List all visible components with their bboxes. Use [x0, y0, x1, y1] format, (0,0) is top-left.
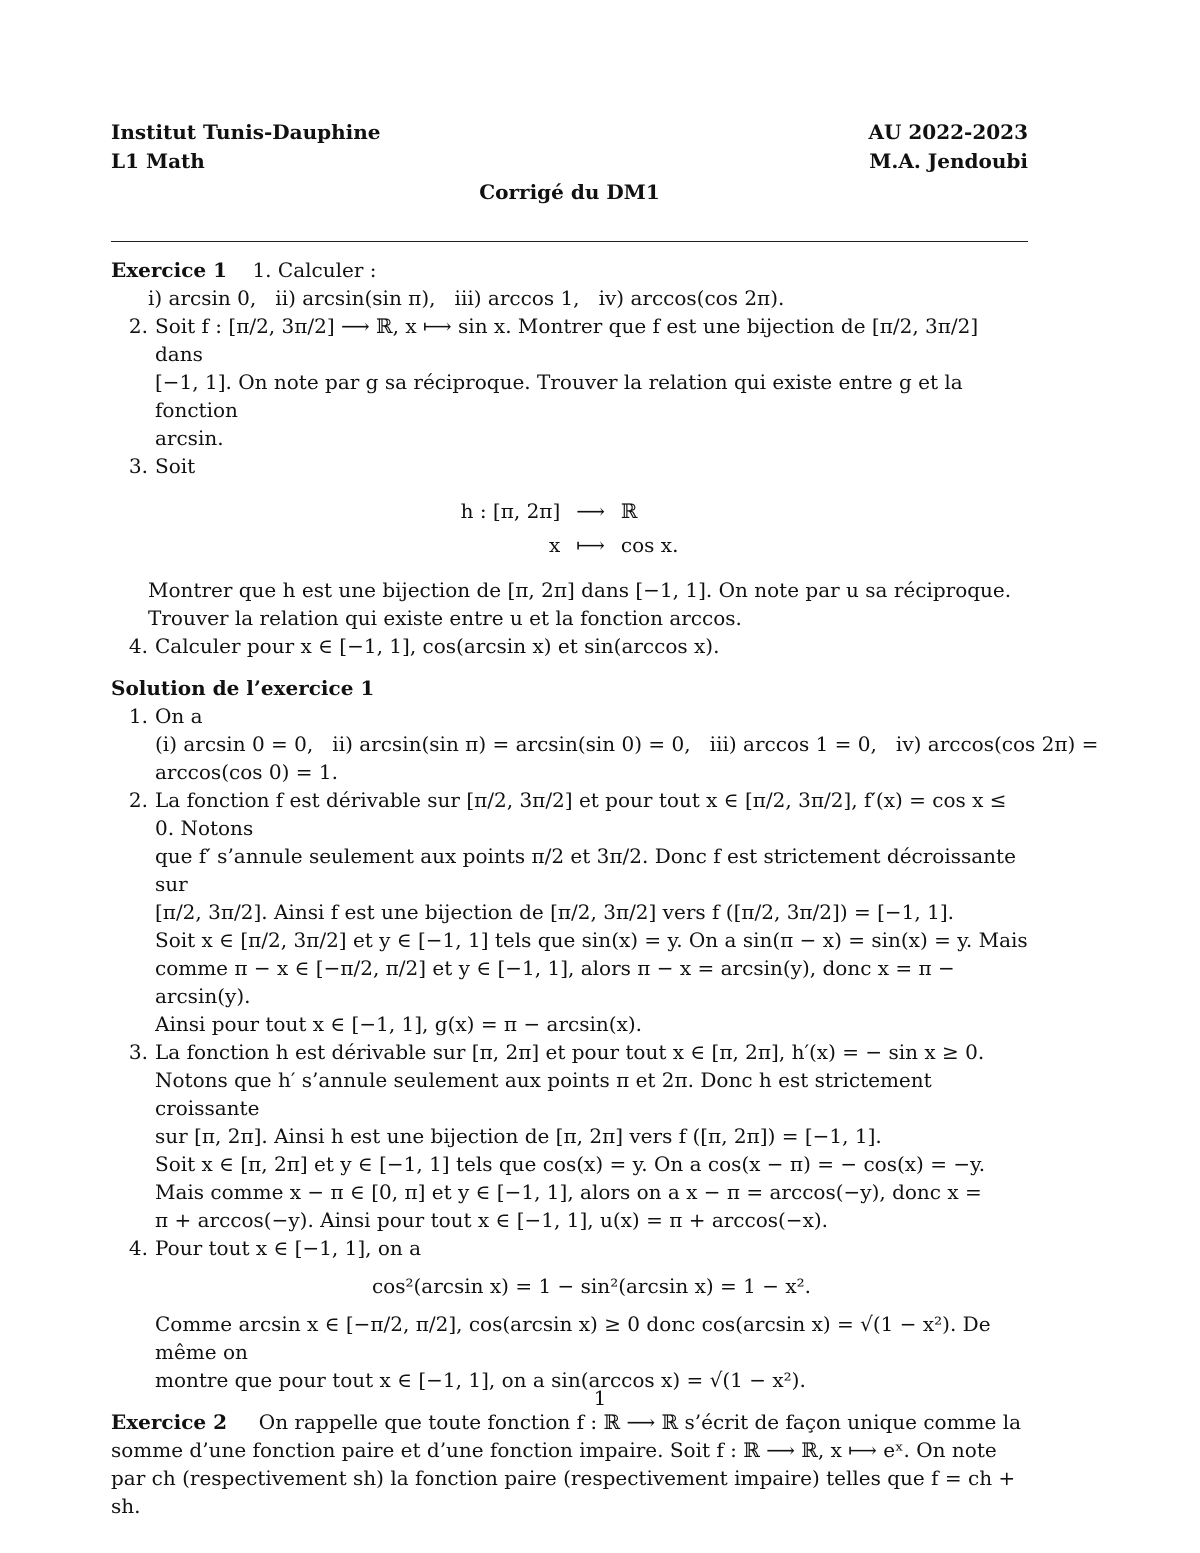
document-page — [111, 118, 1099, 1520]
sol3-line0: La fonction h est dérivable sur [π, 2π] et pour tout x ∈ [π, 2π], h′(x) = − sin x ≥ 0. — [155, 1040, 985, 1064]
exercise-2 — [111, 1408, 1028, 1520]
map-r2-left: x — [548, 533, 561, 557]
sol1-num: 1. — [128, 704, 148, 728]
exercise-1-heading: Exercice 1 — [111, 258, 227, 282]
sol1-line0: On a — [155, 704, 203, 728]
ex2-line1: somme d’une fonction paire et d’une fonction impaire. Soit f : ℝ ⟶ ℝ, x ⟼ eˣ. On note — [111, 1438, 997, 1462]
sol3-line3: Soit x ∈ [π, 2π] et y ∈ [−1, 1] tels que cos(x) = y. On a cos(x − π) = − cos(x) = −y. — [155, 1152, 986, 1176]
institution: Institut Tunis-Dauphine — [111, 120, 381, 144]
ex2-line0-text: On rappelle que toute fonction f : ℝ ⟶ ℝ s’écrit de façon unique comme la — [258, 1410, 1022, 1434]
header-row-2 — [111, 147, 1028, 176]
sol2-line4: comme π − x ∈ [−π/2, π/2] et y ∈ [−1, 1], alors π − x = arcsin(y), donc x = π − arcsin(y). — [155, 956, 955, 1008]
solution-1 — [111, 674, 1099, 1394]
sol4-num: 4. — [128, 1236, 148, 1260]
author: M.A. Jendoubi — [869, 149, 1028, 173]
header-rule — [111, 241, 1028, 242]
ex1-item1-line0: Calculer : — [277, 258, 377, 282]
exercise-2-heading: Exercice 2 — [111, 1410, 227, 1434]
ex1-item2 — [111, 312, 1028, 452]
map-r2-arrow: ⟼ — [576, 533, 605, 557]
ex1-item4-text: Calculer pour x ∈ [−1, 1], cos(arcsin x) et sin(arccos x). — [155, 634, 720, 658]
ex1-after-map-1: Trouver la relation qui existe entre u et la fonction arccos. — [148, 606, 742, 630]
map-r1-arrow: ⟶ — [576, 499, 605, 523]
ex1-item2-line1: [−1, 1]. On note par g sa réciproque. Trouver la relation qui existe entre g et la fonction — [155, 370, 963, 422]
ex1-item3-num: 3. — [128, 454, 148, 478]
map-r1-left: h : [π, 2π] — [460, 499, 561, 523]
map-r2-right: cos x. — [620, 533, 679, 557]
course-level: L1 Math — [111, 149, 205, 173]
sol4-intro: Pour tout x ∈ [−1, 1], on a — [155, 1236, 422, 1260]
map-r1-right: ℝ — [620, 499, 638, 523]
ex1-item4-num: 4. — [128, 634, 148, 658]
ex1-item3-line0: Soit — [155, 454, 196, 478]
document-title: Corrigé du DM1 — [479, 180, 660, 204]
solution-1-heading: Solution de l’exercice 1 — [111, 676, 375, 700]
ex1-item4 — [111, 632, 1028, 660]
sol4-display-equation: cos²(arcsin x) = 1 − sin²(arcsin x) = 1 − x². — [371, 1274, 811, 1298]
sol3-line4: Mais comme x − π ∈ [0, π] et y ∈ [−1, 1], alors on a x − π = arccos(−y), donc x = — [155, 1180, 982, 1204]
sol-item4 — [111, 1234, 1028, 1394]
header-row-1 — [111, 118, 1028, 147]
ex1-line-1 — [111, 256, 1028, 284]
page-number: 1 — [593, 1386, 607, 1410]
ex1-item1-num: 1. — [252, 258, 272, 282]
sol2-line3: Soit x ∈ [π/2, 3π/2] et y ∈ [−1, 1] tels que sin(x) = y. On a sin(π − x) = sin(x) = y. Mais — [155, 928, 1028, 952]
sol2-line0: La fonction f est dérivable sur [π/2, 3π/2] et pour tout x ∈ [π/2, 3π/2], f′(x) = cos x ≤ 0. Notons — [155, 788, 1007, 840]
exercise-1 — [111, 256, 1028, 660]
sol2-num: 2. — [128, 788, 148, 812]
sol2-line2: [π/2, 3π/2]. Ainsi f est une bijection de [π/2, 3π/2] vers f ([π/2, 3π/2]) = [−1, 1]. — [155, 900, 954, 924]
ex1-item1-line1: i) arcsin 0, ii) arcsin(sin π), iii) arccos 1, iv) arccos(cos 2π). — [148, 286, 785, 310]
ex1-after-map-0: Montrer que h est une bijection de [π, 2π] dans [−1, 1]. On note par u sa réciproque. — [148, 578, 1012, 602]
ex2-line2: par ch (respectivement sh) la fonction paire (respectivement impaire) telles que f = ch + sh. — [111, 1466, 1016, 1518]
ex1-item2-num: 2. — [128, 314, 148, 338]
sol4-line0: Comme arcsin x ∈ [−π/2, π/2], cos(arcsin x) ≥ 0 donc cos(arcsin x) = √(1 − x²). De même on — [155, 1312, 991, 1364]
sol3-line2: sur [π, 2π]. Ainsi h est une bijection de [π, 2π] vers f ([π, 2π]) = [−1, 1]. — [155, 1124, 882, 1148]
sol-item1 — [111, 702, 1099, 786]
sol3-line5: π + arccos(−y). Ainsi pour tout x ∈ [−1, 1], u(x) = π + arccos(−x). — [155, 1208, 829, 1232]
sol1-line1: (i) arcsin 0 = 0, ii) arcsin(sin π) = arcsin(sin 0) = 0, iii) arccos 1 = 0, iv) arccos(cos 2π) = — [155, 732, 1099, 756]
sol4-line1: montre que pour tout x ∈ [−1, 1], on a sin(arccos x) = √(1 − x²). — [155, 1368, 806, 1392]
ex2-line0 — [111, 1408, 1028, 1436]
sol3-num: 3. — [128, 1040, 148, 1064]
ex1-item3 — [111, 452, 1028, 480]
sol-item3 — [111, 1038, 1028, 1234]
sol2-line1: que f′ s’annule seulement aux points π/2 et 3π/2. Donc f est strictement décroissante sur — [155, 844, 1016, 896]
ex1-item2-line2: arcsin. — [155, 426, 224, 450]
map-definition-h — [453, 494, 687, 562]
sol2-line5: Ainsi pour tout x ∈ [−1, 1], g(x) = π − arcsin(x). — [155, 1012, 643, 1036]
ex1-item2-line0: Soit f : [π/2, 3π/2] ⟶ ℝ, x ⟼ sin x. Montrer que f est une bijection de [π/2, 3π/2] dans — [155, 314, 979, 366]
academic-year: AU 2022-2023 — [868, 120, 1028, 144]
sol3-line1: Notons que h′ s’annule seulement aux points π et 2π. Donc h est strictement croissante — [155, 1068, 932, 1120]
sol1-line2: arccos(cos 0) = 1. — [155, 760, 338, 784]
sol-item2 — [111, 786, 1028, 1038]
